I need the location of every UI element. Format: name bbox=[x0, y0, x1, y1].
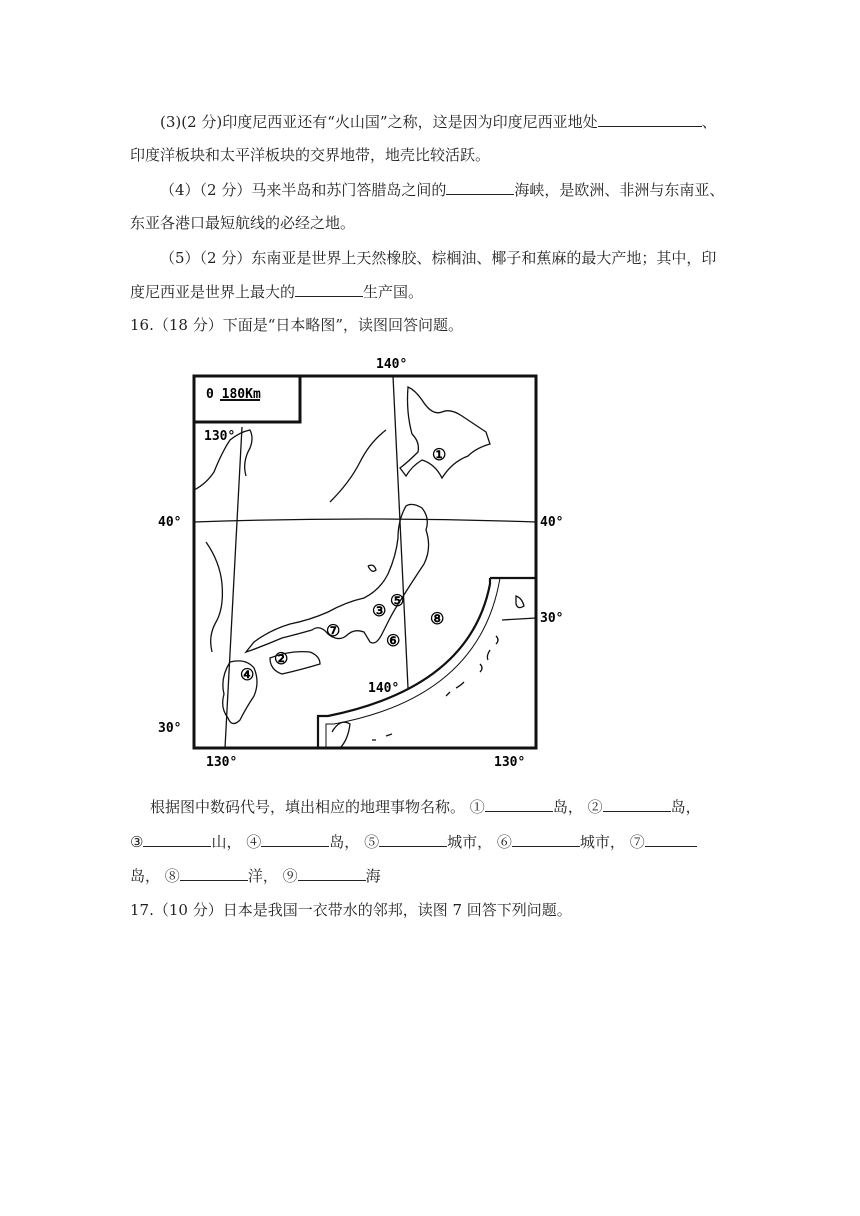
marker-8: ⑧ bbox=[430, 609, 445, 628]
marker-6: ⑥ bbox=[386, 631, 401, 650]
q15-part3-line1: (3)(2 分)印度尼西亚还有“火山国”之称，这是因为印度尼西亚地处 、 bbox=[160, 113, 717, 131]
q15-part4-line1: （4）（2 分）马来半岛和苏门答腊岛之间的 海峡，是欧洲、非洲与东南亚、 bbox=[160, 181, 725, 199]
lat-30-line bbox=[502, 618, 536, 620]
lon-130-left-label: 130° bbox=[204, 429, 236, 444]
q16-answers-line3: 岛， ⑧ 洋， ⑨ 海 bbox=[130, 867, 381, 885]
scale-label: 0 180Km bbox=[206, 387, 261, 402]
marker-7: ⑦ bbox=[326, 621, 341, 640]
answer-blank-7[interactable] bbox=[645, 832, 697, 847]
lon-140-top-label: 140° bbox=[376, 357, 408, 372]
q15-part3-line2: 印度洋板块和太平洋板块的交界地带，地壳比较活跃。 bbox=[130, 146, 491, 164]
lat-40-left-label: 40° bbox=[158, 515, 182, 530]
answer-blank-5[interactable] bbox=[379, 832, 447, 847]
marker-1: ① bbox=[432, 445, 447, 464]
q16-instruction-line: 根据图中数码代号，填出相应的地理事物名称。 ① 岛， ② 岛， bbox=[150, 798, 701, 816]
lat-30-left-label: 30° bbox=[158, 721, 182, 736]
answer-blank-8[interactable] bbox=[180, 866, 248, 881]
lon-130-bottom-left-label: 130° bbox=[206, 755, 238, 770]
answer-blank[interactable] bbox=[295, 282, 363, 297]
answer-blank-9[interactable] bbox=[298, 866, 366, 881]
marker-5: ⑤ bbox=[390, 591, 405, 610]
lat-40-right-label: 40° bbox=[540, 515, 564, 530]
answer-blank-3[interactable] bbox=[143, 832, 211, 847]
japan-sketch-map bbox=[150, 352, 590, 774]
answer-blank-4[interactable] bbox=[261, 832, 329, 847]
q15-part4-line2: 东亚各港口最短航线的必经之地。 bbox=[130, 214, 356, 232]
answer-blank-1[interactable] bbox=[485, 797, 553, 812]
lon-130-line bbox=[225, 427, 242, 748]
marker-4: ④ bbox=[240, 665, 255, 684]
q15-part5-line2: 度尼西亚是世界上最大的 生产国。 bbox=[130, 283, 424, 301]
answer-blank[interactable] bbox=[446, 180, 514, 195]
q17-title: 17.（10 分）日本是我国一衣带水的邻邦，读图 7 回答下列问题。 bbox=[130, 901, 572, 919]
lat-40-line bbox=[194, 519, 536, 522]
answer-blank[interactable] bbox=[598, 112, 702, 127]
marker-3: ③ bbox=[372, 601, 387, 620]
lat-30-right-label: 30° bbox=[540, 611, 564, 626]
q16-answers-line2: ③ 山， ④ 岛， ⑤ 城市， ⑥ 城市， ⑦ bbox=[130, 832, 697, 852]
q15-part5-line1: （5）（2 分）东南亚是世界上天然橡胶、棕榈油、椰子和蕉麻的最大产地；其中，印 bbox=[160, 249, 717, 267]
answer-blank-6[interactable] bbox=[512, 832, 580, 847]
answer-blank-2[interactable] bbox=[603, 797, 671, 812]
q16-title: 16.（18 分）下面是“日本略图”，读图回答问题。 bbox=[130, 316, 464, 334]
lon-130-bottom-right-label: 130° bbox=[494, 755, 526, 770]
lon-140-bottom-label: 140° bbox=[368, 681, 400, 696]
marker-2: ② bbox=[274, 649, 289, 668]
